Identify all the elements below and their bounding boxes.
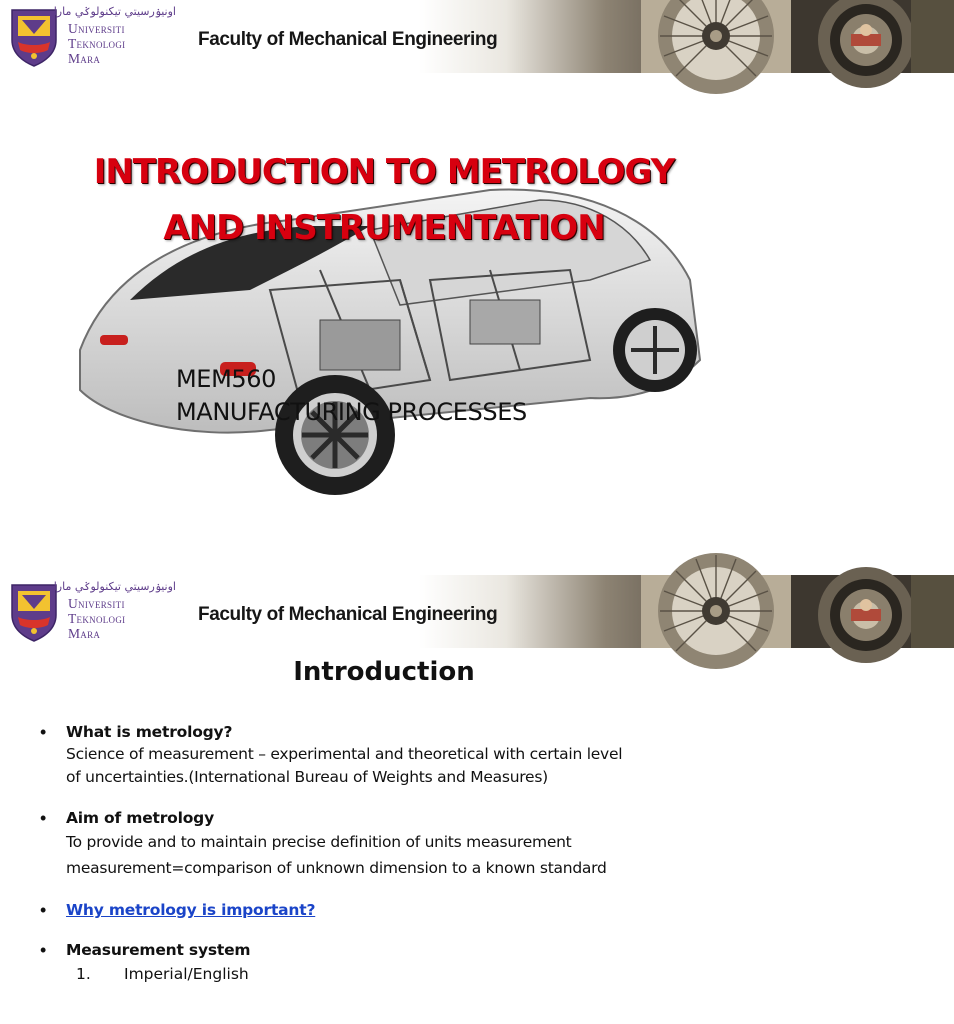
university-logo bbox=[0, 575, 186, 648]
slide-2 bbox=[0, 575, 768, 1024]
item-number: 1. bbox=[76, 965, 91, 983]
bullet-icon: • bbox=[40, 900, 47, 920]
numbered-item bbox=[66, 961, 746, 987]
slide-1 bbox=[0, 0, 768, 530]
university-logo bbox=[0, 0, 186, 73]
list-item bbox=[36, 807, 746, 881]
item-title: Measurement system bbox=[66, 941, 251, 959]
university-name-line: Mara bbox=[68, 626, 101, 641]
turbine-image bbox=[641, 575, 791, 648]
university-name-line: Universiti bbox=[68, 21, 125, 36]
list-item bbox=[36, 939, 746, 987]
faculty-title: Faculty of Mechanical Engineering bbox=[198, 29, 498, 50]
presentation-title bbox=[0, 144, 768, 256]
title-line: AND INSTRUMENTATION bbox=[163, 208, 605, 248]
bullet-icon: • bbox=[40, 808, 47, 828]
numbered-item-text: Imperial/English bbox=[124, 965, 249, 983]
uitm-crest-icon bbox=[8, 581, 60, 643]
engine-photo-image bbox=[791, 0, 954, 73]
list-item bbox=[36, 721, 746, 789]
list-item bbox=[36, 899, 746, 921]
banner-bar bbox=[186, 575, 768, 648]
uitm-crest-icon bbox=[8, 6, 60, 68]
university-jawi-name: اونيۏرسيتي تيکنولوݢي مارا bbox=[53, 580, 176, 593]
item-text bbox=[66, 829, 746, 881]
university-jawi-name: اونيۏرسيتي تيکنولوݢي مارا bbox=[53, 5, 176, 18]
university-name-line: Teknologi bbox=[68, 611, 126, 626]
course-name: MANUFACTURING PROCESSES bbox=[176, 398, 527, 426]
item-text-line: Science of measurement – experimental and theoretical with certain level bbox=[66, 745, 623, 763]
engine-photo-image bbox=[791, 575, 954, 648]
course-info bbox=[176, 363, 527, 429]
turbine-image bbox=[641, 0, 791, 73]
item-text-line: of uncertainties.(International Bureau of Weights and Measures) bbox=[66, 768, 548, 786]
faculty-banner bbox=[0, 0, 768, 73]
item-text-line: measurement=comparison of unknown dimension to a known standard bbox=[66, 859, 607, 877]
why-metrology-link[interactable]: Why metrology is important? bbox=[66, 901, 316, 919]
faculty-banner bbox=[0, 575, 768, 648]
title-line: INTRODUCTION TO METROLOGY bbox=[93, 152, 675, 192]
slide-heading: Introduction bbox=[293, 657, 475, 687]
bullet-list bbox=[36, 721, 746, 1005]
bullet-icon: • bbox=[40, 722, 47, 742]
banner-bar bbox=[186, 0, 768, 73]
university-name-line: Universiti bbox=[68, 596, 125, 611]
university-name bbox=[68, 596, 180, 641]
university-name bbox=[68, 21, 180, 66]
item-title: Aim of metrology bbox=[66, 809, 214, 827]
item-text-line: To provide and to maintain precise definition of units measurement bbox=[66, 833, 572, 851]
university-name-line: Teknologi bbox=[68, 36, 126, 51]
course-code: MEM560 bbox=[176, 365, 276, 393]
item-title: What is metrology? bbox=[66, 723, 233, 741]
bullet-icon: • bbox=[40, 940, 47, 960]
university-name-line: Mara bbox=[68, 51, 101, 66]
faculty-title: Faculty of Mechanical Engineering bbox=[198, 604, 498, 625]
item-text bbox=[66, 743, 746, 789]
